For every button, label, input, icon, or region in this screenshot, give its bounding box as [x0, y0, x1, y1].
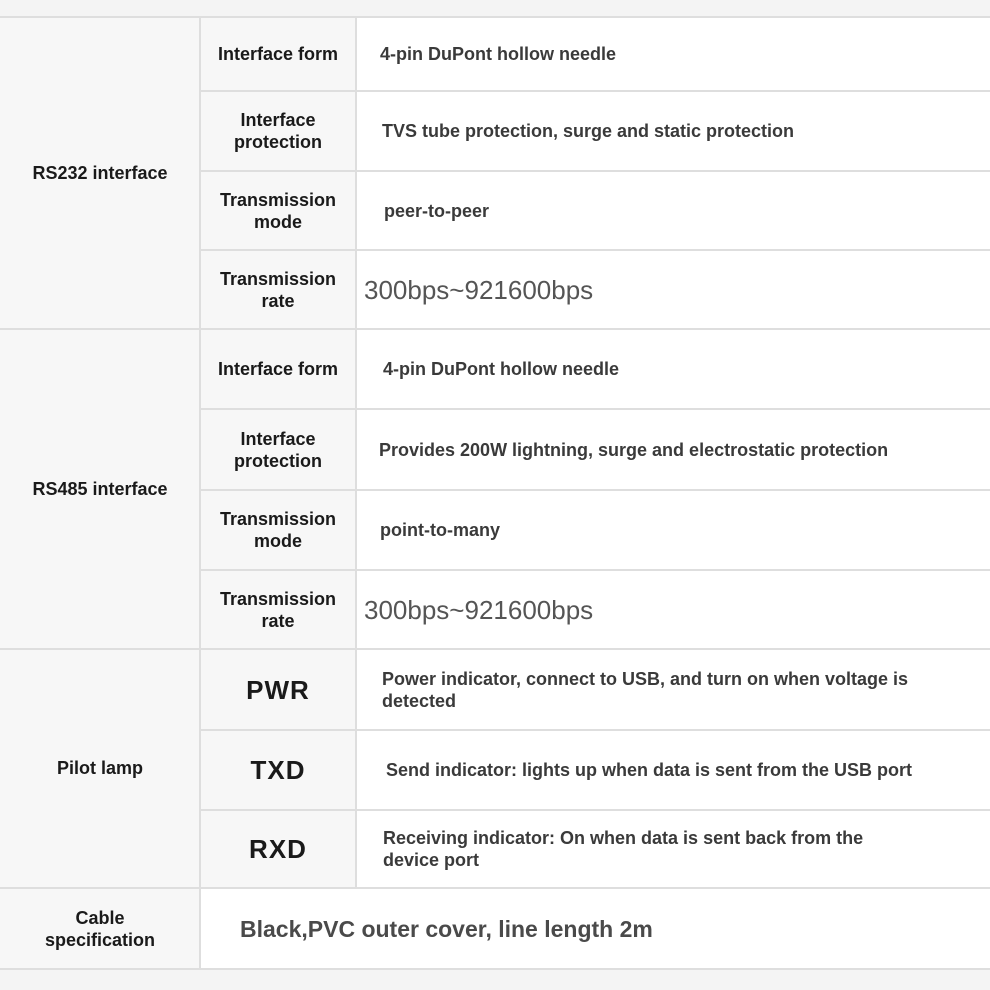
row-value-rs485-transmission-rate: 300bps~921600bps [356, 570, 990, 649]
row-value-rs232-transmission-mode: peer-to-peer [356, 171, 990, 250]
group-divider [0, 328, 990, 330]
row-value-rs485-transmission-mode: point-to-many [356, 490, 990, 570]
row-label-txd: TXD [200, 730, 356, 810]
row-value-pwr: Power indicator, connect to USB, and turn on when voltage is detected [356, 649, 990, 730]
column-divider-group [199, 16, 201, 970]
group-divider [0, 887, 990, 889]
group-label-cable-specification: Cable specification [0, 888, 200, 969]
table-border-top [0, 16, 990, 18]
row-value-rs485-interface-form: 4-pin DuPont hollow needle [356, 329, 990, 409]
group-label-rs485: RS485 interface [0, 329, 200, 649]
row-divider [200, 170, 990, 172]
row-label-rs232-transmission-rate: Transmission rate [200, 250, 356, 329]
row-value-txd: Send indicator: lights up when data is sent from the USB port [356, 730, 990, 810]
group-label-pilot-lamp: Pilot lamp [0, 649, 200, 888]
row-divider [200, 90, 990, 92]
row-value-rs485-interface-protection: Provides 200W lightning, surge and electrostatic protection [356, 409, 990, 490]
table-border-bottom [0, 968, 990, 970]
column-divider-label [355, 16, 357, 889]
row-label-rxd: RXD [200, 810, 356, 888]
row-label-rs485-transmission-mode: Transmission mode [200, 490, 356, 570]
group-divider [0, 648, 990, 650]
row-label-rs485-interface-protection: Interface protection [200, 409, 356, 490]
row-divider [200, 569, 990, 571]
row-divider [200, 249, 990, 251]
row-label-rs485-interface-form: Interface form [200, 329, 356, 409]
row-divider [200, 408, 990, 410]
row-label-rs232-interface-protection: Interface protection [200, 91, 356, 171]
row-divider [200, 489, 990, 491]
cable-specification-value: Black,PVC outer cover, line length 2m [200, 888, 990, 969]
row-label-pwr: PWR [200, 649, 356, 730]
row-divider [200, 809, 990, 811]
row-divider [200, 729, 990, 731]
row-label-rs485-transmission-rate: Transmission rate [200, 570, 356, 649]
row-label-rs232-interface-form: Interface form [200, 17, 356, 91]
row-value-rs232-interface-form: 4-pin DuPont hollow needle [356, 17, 990, 91]
row-label-rs232-transmission-mode: Transmission mode [200, 171, 356, 250]
row-value-rs232-transmission-rate: 300bps~921600bps [356, 250, 990, 329]
group-label-rs232: RS232 interface [0, 17, 200, 329]
row-value-rs232-interface-protection: TVS tube protection, surge and static protection [356, 91, 990, 171]
row-value-rxd: Receiving indicator: On when data is sent back from the device port [356, 810, 990, 888]
